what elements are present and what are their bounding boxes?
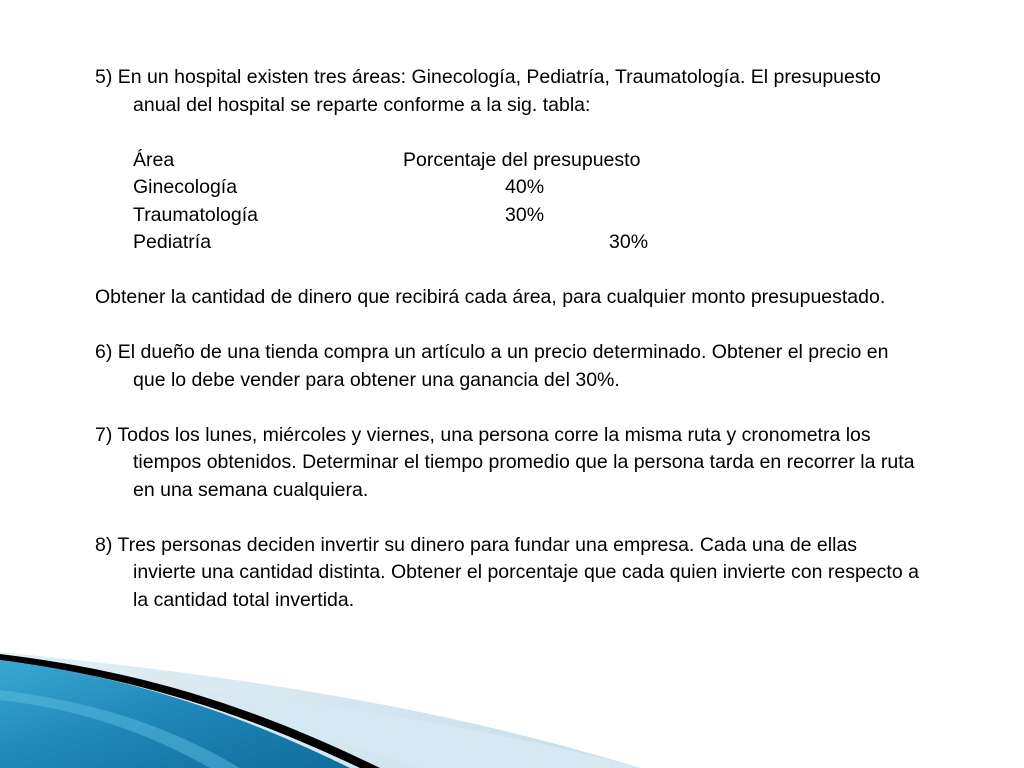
problem-5-instruction: Obtener la cantidad de dinero que recibirá cada área, para cualquier monto presupuestado. (95, 286, 886, 308)
problem-6-text: 6) El dueño de una tienda compra un artículo a un precio determinado. Obtener el precio en que lo debe vender para obtener una ganancia del 30%. (95, 341, 889, 391)
spacer (95, 394, 925, 422)
table-cell-percentage: 30% (505, 203, 545, 226)
problem-5-text: 5) En un hospital existen tres áreas: Ginecología, Pediatría, Traumatología. El presupuesto anual del hospital se reparte conforme a la sig. tabla: (95, 66, 881, 116)
table-cell-area: Ginecología (133, 176, 238, 198)
table-cell-area: Pediatría (133, 231, 212, 253)
spacer (95, 119, 925, 147)
table-cell-percentage: 30% (609, 231, 649, 253)
table-header-area: Área (133, 148, 175, 171)
spacer (95, 504, 925, 532)
budget-table-header (133, 147, 925, 175)
slide-content (95, 64, 925, 614)
spacer (95, 257, 925, 285)
table-row (133, 229, 925, 257)
decorative-swoosh (0, 620, 1024, 768)
problem-8-text: 8) Tres personas deciden invertir su dinero para fundar una empresa. Cada una de ellas invierte una cantidad distinta. Obtener el porcentaje que cada quien invierte con respecto a la cantidad total invertida. (95, 533, 919, 611)
table-cell-area: Traumatología (133, 203, 259, 226)
spacer (95, 312, 925, 340)
table-row (133, 174, 925, 202)
table-header-percentage: Porcentaje del presupuesto (403, 148, 641, 171)
table-cell-percentage: 40% (505, 176, 545, 198)
problem-7-text: 7) Todos los lunes, miércoles y viernes, una persona corre la misma ruta y cronometra los tiempos obtenidos. Determinar el tiempo promedio que la persona tarda en recorrer la ruta en una semana cualquiera. (95, 423, 915, 501)
table-row (133, 202, 925, 230)
